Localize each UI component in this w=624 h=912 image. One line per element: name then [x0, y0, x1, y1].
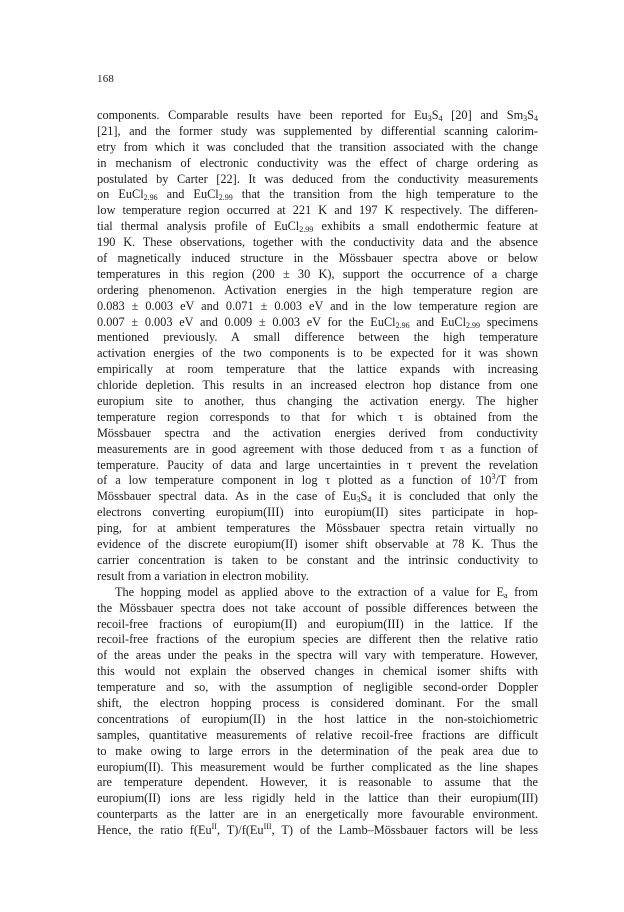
text-line: concentrations of europium(II) in the host lattice in the non-stoichiometric [97, 711, 538, 726]
text-line: temperature. Paucity of data and large uncertainties in τ prevent the revelation [97, 457, 538, 472]
text-line: recoil-free fractions of europium(II) and europium(III) in the lattice. If the [97, 616, 538, 631]
text-line: are temperature dependent. However, it is reasonable to assume that the [97, 775, 538, 790]
subscript: 2.99 [299, 225, 314, 235]
text-line: counterparts as the latter are in an energetically more favourable environment. [97, 807, 538, 822]
text-line: this would not explain the observed changes in chemical isomer shifts with [97, 664, 538, 679]
subscript: 3 [356, 495, 361, 505]
text-line: in mechanism of electronic conductivity was the effect of charge ordering as [97, 155, 538, 170]
subscript: a [503, 590, 508, 600]
text-line: of magnetically induced structure in the Mössbauer spectra above or below [97, 251, 538, 266]
text-line: of the areas under the peaks in the spectra will vary with temperature. However, [97, 648, 538, 663]
text-line: to make owing to large errors in the determination of the peak area due to [97, 743, 538, 758]
text-line: Mössbauer spectra and the activation energies derived from conductivity [97, 425, 538, 440]
text-line: temperatures in this region (200 ± 30 K), support the occurrence of a charge [97, 266, 538, 281]
text-line: evidence of the discrete europium(II) isomer shift observable at 78 K. Thus the [97, 537, 538, 552]
text-line: Mössbauer spectral data. As in the case of $Eu_3S_4$ it is concluded that only the [97, 489, 539, 505]
text-line: tial thermal analysis profile of EuCl$_{2.99}$ exhibits a small endothermic feature at [97, 219, 538, 235]
text-line: result from a variation in electron mobility. [97, 568, 309, 583]
text-line: 0.007 ± 0.003 eV and 0.009 ± 0.003 eV for the EuCl$_{2.96}$ and EuCl$_{2.99}$ specimens [97, 314, 538, 330]
subscript: 3 [427, 114, 432, 123]
text-line: carrier concentration is taken to be constant and the intrinsic conductivity to [97, 552, 538, 567]
text-line: 190 K. These observations, together with the conductivity data and the absence [97, 235, 538, 250]
page-number: 168 [97, 73, 115, 85]
text-line: [21], and the former study was supplemented by differential scanning calorim- [97, 123, 538, 138]
text-line: europium(II). This measurement would be further complicated as the line shapes [97, 759, 538, 774]
subscript: 2.99 [218, 193, 233, 203]
text-line: measurements are in good agreement with those deduced from τ as a function of [97, 441, 538, 456]
text-line: empirically at room temperature that the lattice expands with increasing [97, 362, 538, 377]
body-text [97, 108, 538, 839]
text-line: Hence, the ratio $f(Eu^{II}$, $T)/f(Eu^{III}$, T) of the Lamb–Mössbauer factors will be less [97, 822, 538, 838]
subscript: 2.99 [466, 320, 481, 330]
text-line: ordering phenomenon. Activation energies in the high temperature region are [97, 282, 538, 297]
text-line: recoil-free fractions of the europium species are different then the relative ratio [97, 632, 538, 647]
text-line: electrons converting europium(III) into europium(II) sites participate in hop- [97, 505, 538, 520]
text-line: ping, for at ambient temperatures the Mössbauer spectra retain virtually no [97, 521, 538, 536]
subscript: 4 [367, 495, 372, 505]
text-line: temperature region corresponds to that for which τ is obtained from the [97, 409, 538, 424]
text-line: shift, the electron hopping process is considered dominant. For the small [97, 695, 538, 710]
superscript: 3 [491, 472, 496, 482]
text-line: activation energies of the two components is to be expected for it was shown [97, 346, 538, 361]
subscript: 3 [523, 114, 528, 123]
text-line: low temperature region occurred at 221 K and 197 K respectively. The differen- [97, 203, 538, 218]
text-line: components. Comparable results have been reported for $Eu_3S_4$ [20] and $Sm_3S_4$ [97, 108, 538, 123]
text-line: 0.083 ± 0.003 eV and 0.071 ± 0.003 eV and in the low temperature region are [97, 298, 538, 313]
text-line: mentioned previously. A small difference between the high temperature [97, 330, 538, 345]
text-line: chloride depletion. This results in an increased electron hop distance from one [97, 378, 538, 393]
text-line: temperature and so, with the assumption of negligible second-order Doppler [97, 680, 538, 695]
text-line: on EuCl$_{2.96}$ and EuCl$_{2.99}$ that the transition from the high temperature to the [97, 187, 539, 203]
subscript: 4 [534, 114, 538, 123]
superscript: III [263, 822, 272, 832]
text-line: europium(II) ions are less rigidly held in the lattice than their europium(III) [97, 791, 538, 806]
text-line: samples, quantitative measurements of relative recoil-free fractions are difficult [97, 727, 538, 742]
subscript: 2.96 [395, 320, 410, 330]
text-line: of a low temperature component in log τ plotted as a function of $10^3/T$ from [97, 472, 538, 488]
text-line: postulated by Carter [22]. It was deduced from the conductivity measurements [97, 171, 538, 186]
text-line: The hopping model as applied above to the extraction of a value for $E_a$ from [115, 584, 538, 600]
text-line: the Mössbauer spectra does not take account of possible differences between the [97, 600, 538, 615]
text-line: europium site to another, thus changing the activation energy. The higher [97, 394, 538, 409]
superscript: II [211, 822, 217, 832]
subscript: 4 [438, 114, 443, 123]
text-line: etry from which it was concluded that the transition associated with the change [97, 139, 538, 154]
subscript: 2.96 [143, 193, 158, 203]
